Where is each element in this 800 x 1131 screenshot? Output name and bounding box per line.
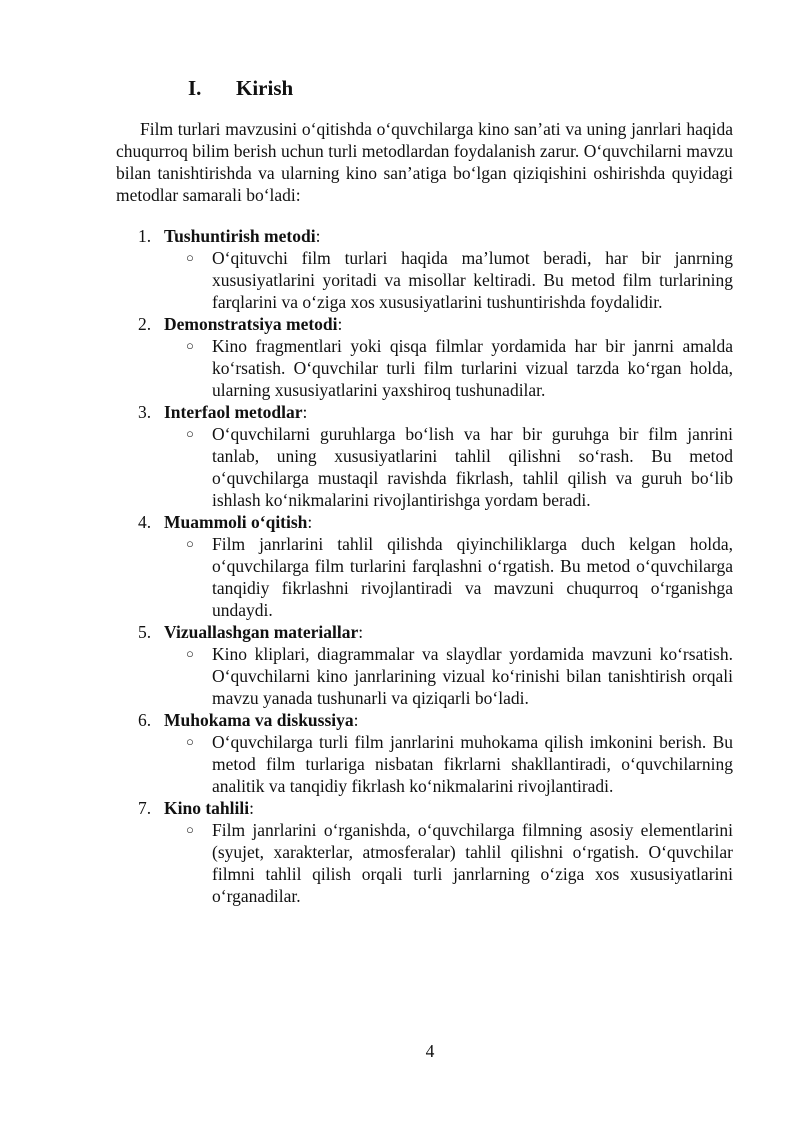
item-colon: : <box>302 402 308 422</box>
circle-bullet-icon: ○ <box>186 646 194 661</box>
item-title: Demonstratsiya metodi <box>164 314 338 334</box>
item-title: Tushuntirish metodi <box>164 226 316 246</box>
circle-bullet-icon: ○ <box>186 822 194 837</box>
item-number: 1. <box>138 226 152 246</box>
item-colon: : <box>337 314 343 334</box>
circle-bullet-icon: ○ <box>186 536 194 551</box>
item-title: Interfaol metodlar <box>164 402 303 422</box>
list-item-heading <box>116 225 733 247</box>
item-colon: : <box>358 622 364 642</box>
item-number: 4. <box>138 512 152 532</box>
item-description <box>186 423 733 511</box>
list-item <box>116 709 733 797</box>
section-title: Kirish <box>236 76 294 100</box>
circle-bullet-icon: ○ <box>186 338 194 353</box>
item-number: 3. <box>138 402 152 422</box>
item-text: Kino kliplari, diagrammalar va slaydlar yordamida mavzuni koʻrsatish. Oʻquvchilarni kino janrlarining vizual koʻrinishi bilan tanishtirish orqali mavzu yanada tushunarli va qiziqarli boʻladi. <box>212 644 733 708</box>
list-item-heading <box>116 401 733 423</box>
item-description <box>186 731 733 797</box>
item-description <box>186 247 733 313</box>
list-item <box>116 313 733 401</box>
item-title: Muammoli oʻqitish <box>164 512 308 532</box>
list-item <box>116 401 733 511</box>
circle-bullet-icon: ○ <box>186 426 194 441</box>
item-text: Oʻquvchilarni guruhlarga boʻlish va har bir guruhga bir film janrini tanlab, uning xususiyatlarini tahlil qilishni soʻrash. Bu metod oʻquvchilarga mustaqil ravishda fikrlash, tahlil qilish va guruh boʻlib ishlash koʻnikmalarini rivojlantirishga yordam beradi. <box>212 424 733 510</box>
list-item <box>116 797 733 907</box>
circle-bullet-icon: ○ <box>186 250 194 265</box>
item-number: 7. <box>138 798 152 818</box>
list-item-heading <box>116 313 733 335</box>
item-description <box>186 819 733 907</box>
list-item <box>116 511 733 621</box>
item-colon: : <box>307 512 313 532</box>
circle-bullet-icon: ○ <box>186 734 194 749</box>
list-item <box>116 225 733 313</box>
item-description <box>186 335 733 401</box>
list-item <box>116 621 733 709</box>
item-number: 6. <box>138 710 152 730</box>
item-text: Film janrlarini oʻrganishda, oʻquvchilarga filmning asosiy elementlarini (syujet, xarakterlar, atmosferalar) tahlil qilishni oʻrgatish. Oʻquvchilar filmni tahlil qilish orqali turli janrlarning oʻziga xos xususiyatlarini oʻrganadilar. <box>212 820 733 906</box>
methods-list <box>116 225 733 907</box>
item-text: Oʻqituvchi film turlari haqida ma’lumot beradi, har bir janrning xususiyatlarini yoritadi va misollar keltiradi. Bu metod film turlarining farqlarini va oʻziga xos xususiyatlarini tushuntirishda foydalidir. <box>212 248 733 312</box>
page-number: 4 <box>425 1041 435 1061</box>
item-colon: : <box>249 798 254 818</box>
item-colon: : <box>353 710 359 730</box>
section-number: I. <box>188 76 202 100</box>
item-number: 5. <box>138 622 152 642</box>
list-item-heading <box>116 709 733 731</box>
item-colon: : <box>315 226 321 246</box>
item-number: 2. <box>138 314 152 334</box>
item-title: Vizuallashgan materiallar <box>164 622 359 642</box>
list-item-heading <box>116 797 733 819</box>
item-text: Film janrlarini tahlil qilishda qiyinchiliklarga duch kelgan holda, oʻquvchilarga film turlarini farqlashni oʻrgatish. Bu metod oʻquvchilarga tanqidiy fikrlashni rivojlantiradi va mavzuni chuqurroq oʻrganishga undaydi. <box>212 534 733 620</box>
list-item-heading <box>116 621 733 643</box>
item-description <box>186 643 733 709</box>
section-heading <box>188 74 293 102</box>
list-item-heading <box>116 511 733 533</box>
item-description <box>186 533 733 621</box>
intro-paragraph: Film turlari mavzusini oʻqitishda oʻquvchilarga kino san’ati va uning janrlari haqida chuqurroq bilim berish uchun turli metodlardan foydalanish zarur. Oʻquvchilarni mavzu bilan tanishtirishda va ularning kino san’atiga boʻlgan qiziqishini oshirishda quyidagi metodlar samarali boʻladi: <box>116 119 733 205</box>
item-text: Oʻquvchilarga turli film janrlarini muhokama qilish imkonini berish. Bu metod film turlariga nisbatan fikrlarni shakllantiradi, oʻquvchilarning analitik va tanqidiy fikrlash koʻnikmalarini rivojlantiradi. <box>212 732 733 796</box>
item-text: Kino fragmentlari yoki qisqa filmlar yordamida har bir janrni amalda koʻrsatish. Oʻquvchilar turli film turlarini vizual tarzda koʻrgan holda, ularning xususiyatlarini yaxshiroq tushunadilar. <box>212 336 733 400</box>
item-title: Kino tahlili <box>164 798 250 818</box>
item-title: Muhokama va diskussiya <box>164 710 354 730</box>
